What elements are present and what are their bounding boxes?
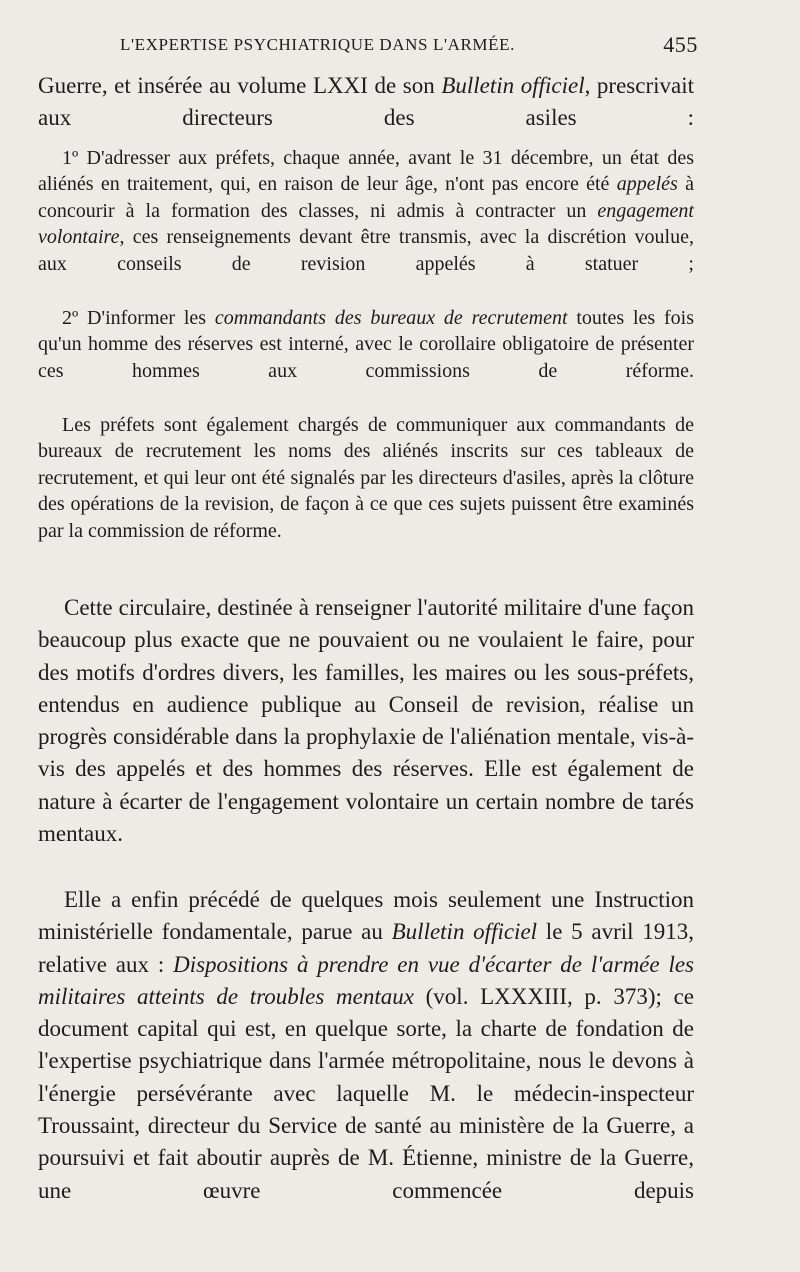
instruction-title: Dispositions à prendre en vue d'écarter de l'armée les militaires atteints de troubles mentaux bbox=[38, 951, 694, 1009]
bulletin-officiel-title: Bulletin officiel bbox=[441, 73, 585, 98]
page-number: 455 bbox=[663, 32, 698, 57]
circular-item-2 bbox=[38, 305, 694, 384]
running-head-title: L'EXPERTISE PSYCHIATRIQUE DANS L'ARMÉE. bbox=[120, 35, 515, 54]
item-1-emphasis-appeles: appelés bbox=[616, 173, 678, 196]
item-2-text-end: toutes les fois qu'un homme des réserves est interné, avec le corollaire obligatoire de présenter ces hommes aux commissions de réforme. bbox=[38, 307, 694, 382]
circular-item-1 bbox=[38, 145, 694, 277]
item-1-text: 1º D'adresser aux préfets, chaque année, avant le 31 décembre, un état des aliénés en traitement, qui, en raison de leur âge, n'ont pas encore été bbox=[38, 147, 694, 196]
paragraph-continuation-text: Guerre, et insérée au volume LXXI de son bbox=[38, 73, 442, 98]
paragraph-continuation-text-end: , prescrivait aux directeurs des asiles : bbox=[38, 73, 694, 131]
paragraph-continuation bbox=[38, 70, 694, 135]
item-1-text-end: , ces renseignements devant être transmis, avec la discrétion voulue, aux conseils de revision appelés à statuer ; bbox=[38, 226, 694, 275]
item-2-text: 2º D'informer les bbox=[62, 307, 215, 329]
instruction-text-date: le 5 avril 1913, relative aux : bbox=[38, 919, 695, 977]
bulletin-officiel-title-2: Bulletin officiel bbox=[391, 919, 538, 945]
item-1-emphasis-engagement: engagement volontaire bbox=[38, 199, 694, 249]
instruction-text-end: (vol. LXXXIII, p. 373); ce document capital qui est, en quelque sorte, la charte de fondation de l'expertise psychiatrique dans l'armée métropolitaine, nous le devons à l'énergie persévérante avec laquelle M. le médecin-inspecteur Troussaint, directeur du Service de santé au ministère de la Guerre, a poursuivi et fait aboutir auprès de M. Étienne, ministre de la Guerre, une œuvre commencée depuis bbox=[38, 983, 695, 1203]
paragraph-prefets: Les préfets sont également chargés de communiquer aux commandants de bureaux de recrutement les noms des aliénés inscrits sur ces tableaux de recrutement, et qui leur ont été signalés par les directeurs d'asiles, après la clôture des opérations de la revision, de façon à ce que ces sujets puissent être examinés par la commission de réforme. bbox=[38, 414, 694, 542]
paragraph-instruction bbox=[38, 884, 694, 1207]
item-1-text-mid: à concourir à la formation des classes, ni admis à contracter un bbox=[38, 173, 694, 222]
instruction-text: Elle a enfin précédé de quelques mois seulement une Instruction ministérielle fondamentale, parue au bbox=[38, 887, 694, 945]
item-2-emphasis-commandants: commandants des bureaux de recrutement bbox=[214, 307, 568, 329]
paragraph-circulaire: Cette circulaire, destinée à renseigner l'autorité militaire d'une façon beaucoup plus exacte que ne pouvaient ou ne voulaient le faire, pour des motifs d'ordres divers, les familles, les maires ou les sous-préfets, entendus en audience publique au Conseil de revision, réalise un progrès considérable dans la prophylaxie de l'aliénation mentale, vis-à-vis des appelés et des hommes des réserves. Elle est également de nature à écarter de l'engagement volontaire un certain nombre de tarés mentaux. bbox=[38, 595, 694, 847]
